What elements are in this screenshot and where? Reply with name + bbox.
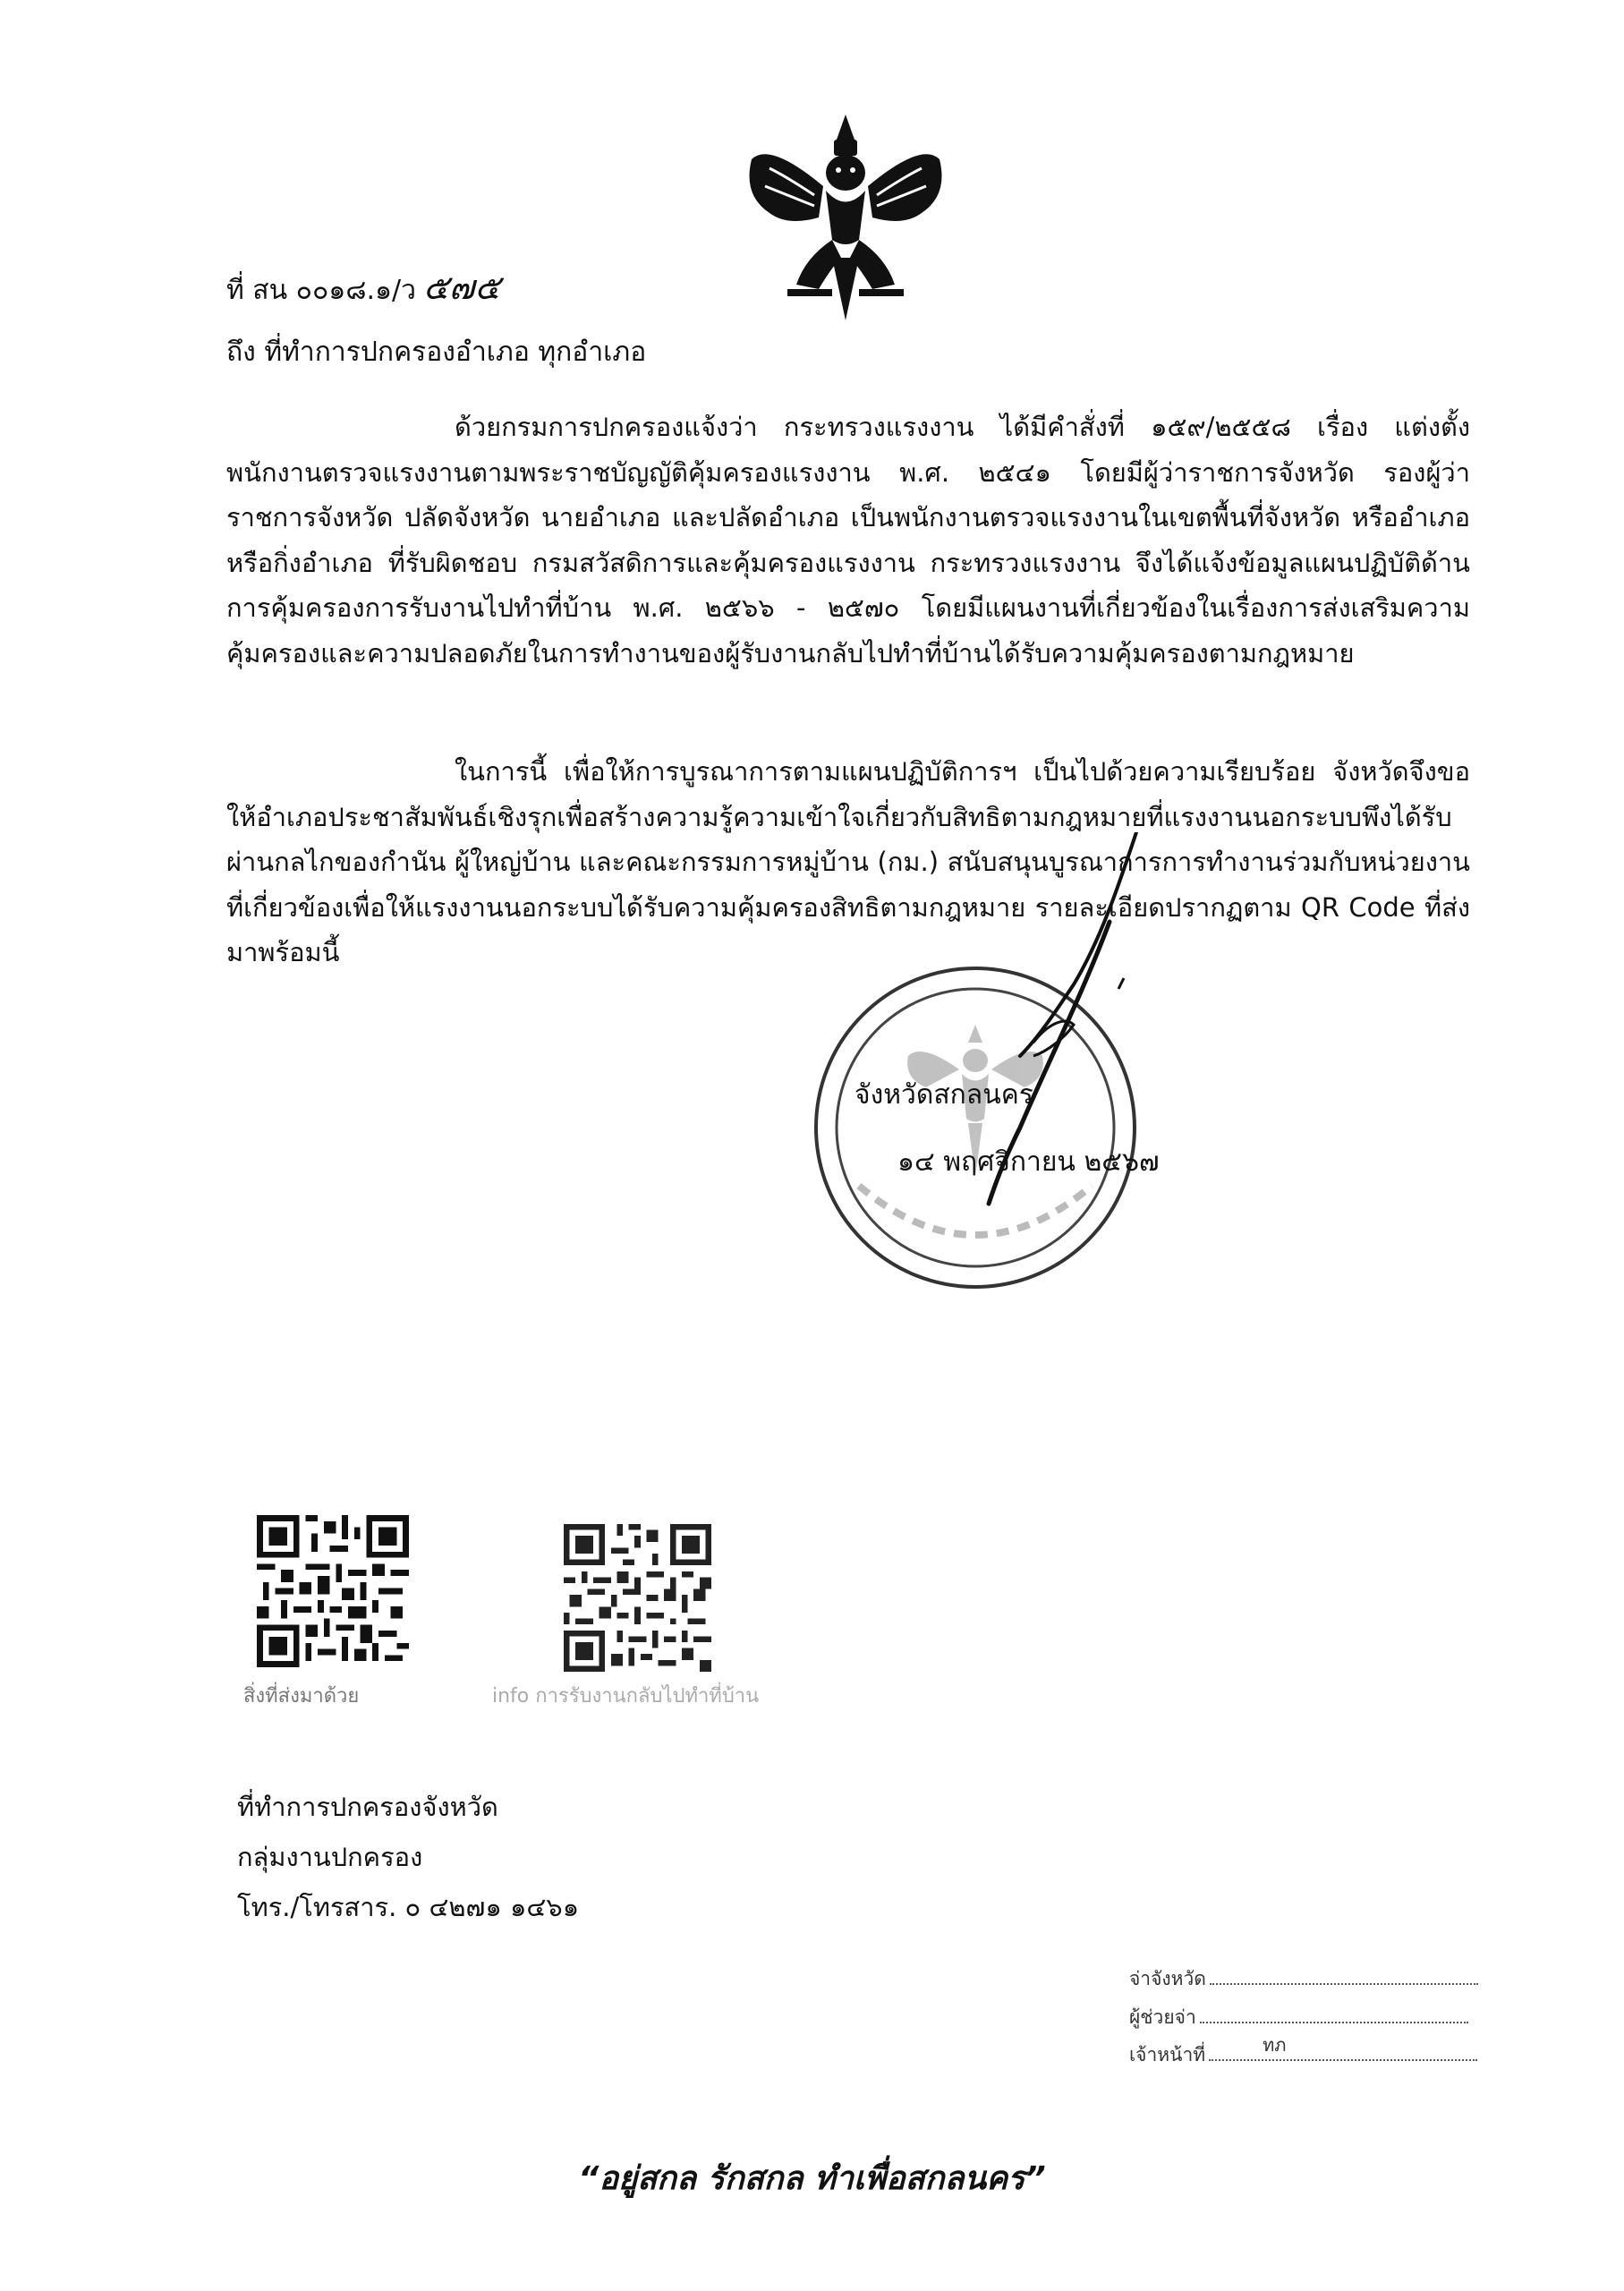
qr-code-enclosure[interactable] bbox=[257, 1515, 409, 1667]
reference-handwritten-number: ๕๗๕ bbox=[423, 268, 501, 307]
recipient-line: ถึง ที่ทำการปกครองอำเภอ ทุกอำเภอ bbox=[226, 336, 647, 368]
signature-province: จังหวัดสกลนคร bbox=[855, 1079, 1033, 1111]
office-phone: โทร./โทรสาร. ๐ ๔๒๗๑ ๑๔๖๑ bbox=[237, 1892, 580, 1922]
reference-label: ที่ สน ๐๐๑๘.๑/ว bbox=[226, 275, 417, 306]
routing-dotted-line bbox=[1210, 1983, 1478, 1985]
garuda-emblem-icon bbox=[734, 106, 957, 329]
provincial-motto: “อยู่สกล รักสกล ทำเพื่อสกลนคร” bbox=[578, 2160, 1046, 2197]
routing-row bbox=[1129, 1964, 1478, 1994]
routing-label: ผู้ช่วยจ่า bbox=[1129, 2006, 1196, 2028]
reference-number bbox=[226, 260, 500, 314]
routing-dotted-line bbox=[1200, 2022, 1468, 2023]
routing-initial: ทภ bbox=[1263, 2034, 1287, 2056]
qr-caption-homework-info: info การรับงานกลับไปทำที่บ้าน bbox=[492, 1685, 760, 1708]
qr-caption-enclosure: สิ่งที่ส่งมาด้วย bbox=[243, 1685, 360, 1708]
signature-date: ๑๔ พฤศจิกายน ๒๕๖๗ bbox=[897, 1146, 1160, 1178]
routing-dotted-line bbox=[1209, 2034, 1477, 2061]
qr-code-homework-info[interactable] bbox=[564, 1524, 711, 1672]
body-paragraph-2: ในการนี้ เพื่อให้การบูรณาการตามแผนปฏิบัติการฯ เป็นไปด้วยความเรียบร้อย จังหวัดจึงขอให้อำเภอประชาสัมพันธ์เชิงรุกเพื่อสร้างความรู้ความเข้าใจเกี่ยวกับสิทธิตามกฎหมายที่แรงงานนอกระบบพึงได้รับผ่านกลไกของกำนัน ผู้ใหญ่บ้าน และคณะกรรมการหมู่บ้าน (กม.) สนับสนุนบูรณาการการทำงานร่วมกับหน่วยงานที่เกี่ยวข้องเพื่อให้แรงงานนอกระบบได้รับความคุ้มครองสิทธิตามกฎหมาย รายละเอียดปรากฏตาม QR Code ที่ส่งมาพร้อมนี้ bbox=[226, 756, 1470, 967]
routing-label: เจ้าหน้าที่ bbox=[1129, 2044, 1206, 2065]
office-name: ที่ทำการปกครองจังหวัด bbox=[237, 1792, 498, 1822]
routing-row bbox=[1129, 2034, 1477, 2070]
routing-label: จ่าจังหวัด bbox=[1129, 1968, 1206, 1989]
routing-row bbox=[1129, 2003, 1468, 2032]
handwritten-signature bbox=[948, 832, 1217, 1208]
office-division: กลุ่มงานปกครอง bbox=[237, 1842, 423, 1872]
body-paragraph-1: ด้วยกรมการปกครองแจ้งว่า กระทรวงแรงงาน ได้มีคำสั่งที่ ๑๕๙/๒๕๕๘ เรื่อง แต่งตั้งพนักงานตรวจแรงงานตามพระราชบัญญัติคุ้มครองแรงงาน พ.ศ. ๒๕๔๑ โดยมีผู้ว่าราชการจังหวัด รองผู้ว่าราชการจังหวัด ปลัดจังหวัด นายอำเภอ และปลัดอำเภอ เป็นพนักงานตรวจแรงงานในเขตพื้นที่จังหวัด หรืออำเภอ หรือกิ่งอำเภอ ที่รับผิดชอบ กรมสวัสดิการและคุ้มครองแรงงาน กระทรวงแรงงาน จึงได้แจ้งข้อมูลแผนปฏิบัติด้านการคุ้มครองการรับงานไปทำที่บ้าน พ.ศ. ๒๕๖๖ - ๒๕๗๐ โดยมีแผนงานที่เกี่ยวข้องในเรื่องการส่งเสริมความคุ้มครองและความปลอดภัยในการทำงานของผู้รับงานกลับไปทำที่บ้านได้รับความคุ้มครองตามกฎหมาย bbox=[226, 412, 1470, 669]
